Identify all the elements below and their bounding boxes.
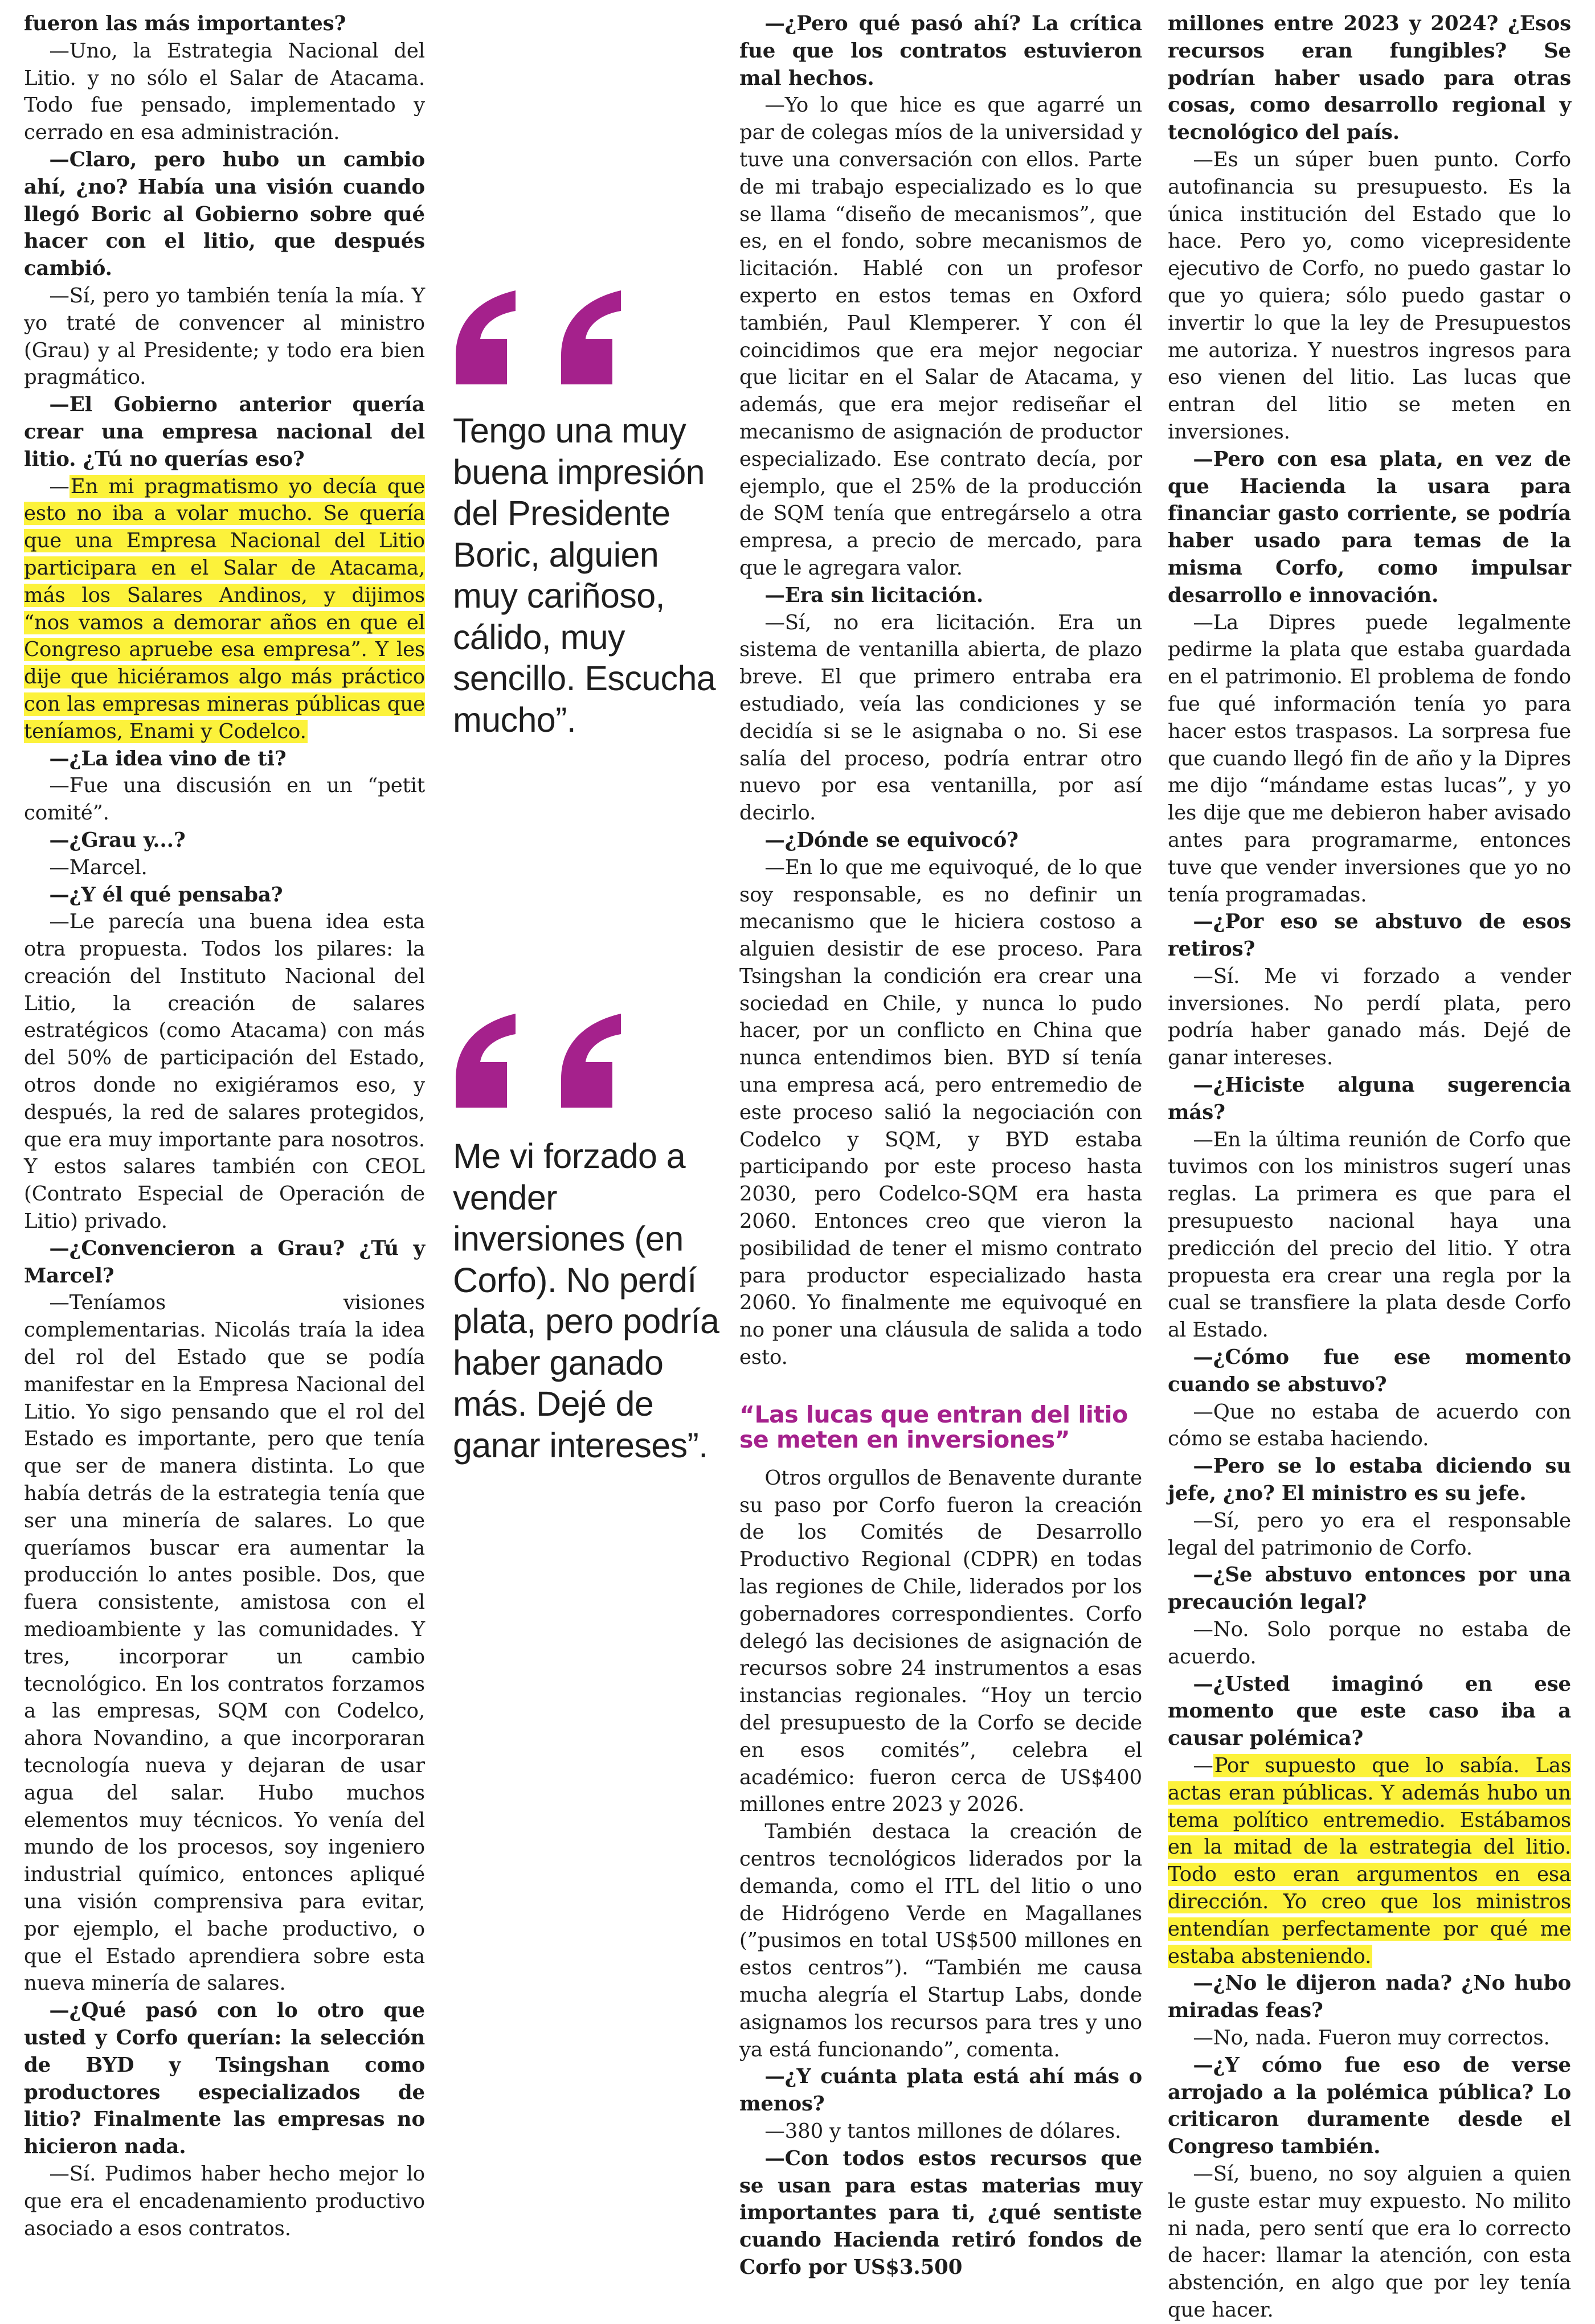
answer-text: —Sí, pero yo también tenía la mía. Y yo traté de convencer al ministro (Grau) y al Presidente; y todo era bien pragmático.: [24, 284, 425, 390]
question-text: millones entre 2023 y 2024? ¿Esos recursos eran fungibles? Se podrían haber usado para otras cosas, como desarrollo regional y tecnológico del país.: [1168, 12, 1571, 145]
pull-quote-2: [453, 1008, 721, 1466]
answer-text: —Que no estaba de acuerdo con cómo se estaba haciendo.: [1168, 1400, 1571, 1451]
quote-mark-icon: [453, 1008, 647, 1110]
answer-text: —Uno, la Estrategia Nacional del Litio. y no sólo el Salar de Atacama. Todo fue pensado, implementado y cerrado en esa administración.: [24, 39, 425, 145]
answer-text: —En la última reunión de Corfo que tuvimos con los ministros sugerí unas reglas. La primera es que para el presupuesto nacional haya una predicción del precio del litio. Y otra propuesta era crear una regla por la cual se transfiere la plata desde Corfo al Estado.: [1168, 1128, 1571, 1342]
question-text: fueron las más importantes?: [24, 12, 346, 35]
answer-text-highlighted: —Por supuesto que lo sabía. Las actas eran públicas. Y además hubo un tema político entremedio. Estábamos en la mitad de la estrategia del litio. Todo esto eran argumentos en esa dirección. Yo creo que los ministros entendían perfectamente por qué me estaba absteniendo.: [1168, 1754, 1571, 1968]
question-text: —Pero con esa plata, en vez de que Hacienda la usara para financiar gasto corriente, se podría haber usado para temas de la misma Corfo, como impulsar desarrollo e innovación.: [1168, 447, 1571, 607]
question-text: —¿Pero qué pasó ahí? La crítica fue que los contratos estuvieron mal hechos.: [739, 12, 1142, 90]
question-text: —¿Grau y...?: [49, 828, 186, 852]
highlighted-passage: En mi pragmatismo yo decía que esto no iba a volar mucho. Se quería que una Empresa Nacional del Litio participara en el Salar de Atacama, más los Salares Andinos, y dijimos “nos vamos a demorar años en que el Congreso apruebe esa empresa”. Y les dije que hiciéramos algo más práctico con las empresas mineras públicas que teníamos, Enami y Codelco.: [24, 474, 425, 743]
answer-text: —Sí, pero yo era el responsable legal del patrimonio de Corfo.: [1168, 1509, 1571, 1560]
answer-text: —Sí, bueno, no soy alguien a quien le guste estar muy expuesto. No milito ni nada, pero sentí que era lo correcto de hacer: llamar la atención, con esta abstención, en algo que por ley tenía que hacer.: [1168, 2162, 1571, 2322]
question-text: —Pero se lo estaba diciendo su jefe, ¿no? El ministro es su jefe.: [1168, 1454, 1571, 1506]
answer-text: —Es un súper buen punto. Corfo autofinancia su presupuesto. Es la única institución del Estado que lo hace. Pero yo, como vicepresidente ejecutivo de Corfo, no puedo gastar lo que yo quiera; sólo puedo gastar o invertir lo que la ley de Presupuestos me autoriza. Y nuestros ingresos para eso vienen del litio. Las lucas que entran del litio se meten en inversiones.: [1168, 147, 1571, 444]
answer-text: —La Dipres puede legalmente pedirme la plata que estaba guardada en el patrimonio. El problema de fondo fue qué información tenía yo para hacer estos traspasos. La sorpresa fue que cuando llegó fin de año y la Dipres me dijo “mándame estas lucas”, y yo les dije que me debieron haber avisado antes para programarme, entonces tuve que vender inversiones que yo no tenía programadas.: [1168, 610, 1571, 907]
question-text: —¿Por eso se abstuvo de esos retiros?: [1168, 910, 1571, 961]
article-column-1: [24, 10, 425, 2242]
answer-text: —En lo que me equivoqué, de lo que soy responsable, es no definir un mecanismo que le hiciera costoso a alguien desistir de ese proceso. Para Tsingshan la condición era crear una sociedad en Chile, y nunca lo pudo hacer, por un conflicto en China que nunca entendimos bien. BYD sí tenía una empresa acá, pero entremedio de este proceso salió la negociación con Codelco y SQM, y BYD estaba participando por este proceso hasta 2030, pero Codelco-SQM era hasta 2060. Entonces creo que vieron la posibilidad de tener el mismo contrato para productor especializado hasta 2060. Yo finalmente me equivoqué en no poner una cláusula de salida a todo esto.: [739, 855, 1142, 1370]
answer-text: —Sí. Me vi forzado a vender inversiones. No perdí plata, pero podría haber ganado más. Dejé de ganar intereses.: [1168, 964, 1571, 1070]
article-column-3: [1168, 10, 1571, 2324]
question-text: —¿Se abstuvo entonces por una precaución legal?: [1168, 1563, 1571, 1614]
question-text: —Era sin licitación.: [764, 583, 984, 607]
pull-quote-1: [453, 285, 721, 740]
pull-quote-text: Tengo una muy buena impresión del Presidente Boric, alguien muy cariñoso, cálido, muy sencillo. Escucha mucho”.: [453, 411, 716, 739]
answer-text: —Fue una discusión en un “petit comité”.: [24, 774, 425, 825]
question-text: —¿Qué pasó con lo otro que usted y Corfo querían: la selección de BYD y Tsingshan como productores especializados de litio? Finalmente las empresas no hicieron nada.: [24, 1999, 425, 2159]
body-paragraph: También destaca la creación de centros tecnológicos liderados por la demanda, como el ITL del litio o uno de Hidrógeno Verde en Magallanes (”pusimos en total US$500 millones en estos centros”). “También me causa mucha alegría el Startup Labs, donde asignamos los recursos para tres y uno ya está funcionando”, comenta.: [739, 1820, 1142, 2061]
answer-text: —Le parecía una buena idea esta otra propuesta. Todos los pilares: la creación del Instituto Nacional del Litio, la creación de salares estratégicos (como Atacama) con más del 50% de participación del Estado, otros donde no exigiéramos eso, y después, la red de salares protegidos, que era muy importante para nosotros. Y estos salares también con CEOL (Contrato Especial de Operación de Litio) privado.: [24, 910, 425, 1233]
question-text: —¿Cómo fue ese momento cuando se abstuvo?: [1168, 1346, 1571, 1396]
answer-text: —Sí. Pudimos haber hecho mejor lo que era el encadenamiento productivo asociado a esos contratos.: [24, 2162, 425, 2240]
answer-text: —No, nada. Fueron muy correctos.: [1193, 2026, 1550, 2050]
pull-quote-text: Me vi forzado a vender inversiones (en Corfo). No perdí plata, pero podría haber ganado más. Dejé de ganar intereses”.: [453, 1137, 719, 1465]
question-text: —El Gobierno anterior quería crear una empresa nacional del litio. ¿Tú no querías eso?: [24, 393, 425, 471]
question-text: —¿Hiciste alguna sugerencia más?: [1168, 1073, 1571, 1124]
answer-text: —Marcel.: [49, 855, 148, 879]
answer-text: —380 y tantos millones de dólares.: [764, 2119, 1122, 2143]
answer-text: —Sí, no era licitación. Era un sistema de ventanilla abierta, de plazo breve. El que primero entraba era estudiado, veía las condiciones y se decidía si se le asignaba o no. Si ese salía del proceso, podría entrar otro nuevo por esa ventanilla, por así decirlo.: [739, 610, 1142, 825]
question-text: —¿Convencieron a Grau? ¿Tú y Marcel?: [24, 1236, 425, 1288]
answer-text: —No. Solo porque no estaba de acuerdo.: [1168, 1618, 1571, 1669]
question-text: —Con todos estos recursos que se usan para estas materias muy importantes para ti, ¿qué sentiste cuando Hacienda retiró fondos de Corfo por US$3.500: [739, 2146, 1142, 2279]
section-subheading: “Las lucas que entran del litio se meten en inversiones”: [739, 1400, 1128, 1453]
question-text: —¿Dónde se equivocó?: [764, 828, 1019, 852]
question-text: —¿La idea vino de ti?: [49, 747, 287, 770]
highlighted-passage: Por supuesto que lo sabía. Las actas eran públicas. Y además hubo un tema político entremedio. Estábamos en la mitad de la estrategia del litio. Todo esto eran argumentos en esa dirección. Yo creo que los ministros entendían perfectamente por qué me estaba absteniendo.: [1168, 1754, 1571, 1968]
question-text: —¿Usted imaginó en ese momento que este caso iba a causar polémica?: [1168, 1672, 1571, 1751]
question-text: —¿Y cómo fue eso de verse arrojado a la polémica pública? Lo criticaron duramente desde el Congreso también.: [1168, 2053, 1571, 2159]
article-column-2: [739, 10, 1142, 2281]
question-text: —Claro, pero hubo un cambio ahí, ¿no? Había una visión cuando llegó Boric al Gobierno sobre qué hacer con el litio, que después cambió.: [24, 147, 425, 281]
quote-mark-icon: [453, 285, 647, 387]
answer-text: —Yo lo que hice es que agarré un par de colegas míos de la universidad y tuve una conversación con ellos. Parte de mi trabajo especializado es lo que se llama “diseño de mecanismos”, que es, en el fondo, sobre mecanismos de licitación. Hablé con un profesor experto en estos temas en Oxford también, Paul Klemperer. Y con él coincidimos que era mejor negociar que licitar en el Salar de Atacama, y además, que era mejor rediseñar el mecanismo de asignación de productor especializado. Ese contrato decía, por ejemplo, que el 25% de la producción de SQM tenía que entregárselo a otra empresa, a precio de mercado, para que le agregara valor.: [739, 93, 1142, 580]
answer-text-highlighted: —En mi pragmatismo yo decía que esto no iba a volar mucho. Se quería que una Empresa Nacional del Litio participara en el Salar de Atacama, más los Salares Andinos, y dijimos “nos vamos a demorar años en que el Congreso apruebe esa empresa”. Y les dije que hiciéramos algo más práctico con las empresas mineras públicas que teníamos, Enami y Codelco.: [24, 474, 425, 743]
question-text: —¿Y cuánta plata está ahí más o menos?: [739, 2065, 1142, 2116]
question-text: —¿Y él qué pensaba?: [49, 883, 283, 907]
body-paragraph: Otros orgullos de Benavente durante su paso por Corfo fueron la creación de los Comités de Desarrollo Productivo Regional (CDPR) en todas las regiones de Chile, liderados por los gobernadores correspondientes. Corfo delegó las decisiones de asignación de recursos sobre 24 instrumentos a esas instancias regionales. “Hoy un tercio del presupuesto de la Corfo se decide en esos comités”, celebra el académico: fueron cerca de US$400 millones entre 2023 y 2026.: [739, 1466, 1142, 1817]
question-text: —¿No le dijeron nada? ¿No hubo miradas feas?: [1168, 1971, 1571, 2023]
answer-text: —Teníamos visiones complementarias. Nicolás traía la idea del rol del Estado que se podía manifestar en la Empresa Nacional del Litio. Yo sigo pensando que el rol del Estado es importante, pero que tenía que ser de manera distinta. Lo que había detrás de la estrategia tenía que ser una minería de salares. Lo que queríamos buscar era aumentar la producción lo antes posible. Dos, que fuera consistente, amistosa con el medioambiente y las comunidades. Y tres, incorporar un cambio tecnológico. En los contratos forzamos a las empresas, SQM con Codelco, ahora Novandino, a que incorporaran tecnología nueva y dejaran de usar agua del salar. Hubo muchos elementos muy técnicos. Yo venía del mundo de los procesos, soy ingeniero industrial químico, entonces apliqué una visión comprensiva para evitar, por ejemplo, el bache productivo, o que el Estado aprendiera sobre esta nueva minería de salares.: [24, 1291, 425, 1995]
